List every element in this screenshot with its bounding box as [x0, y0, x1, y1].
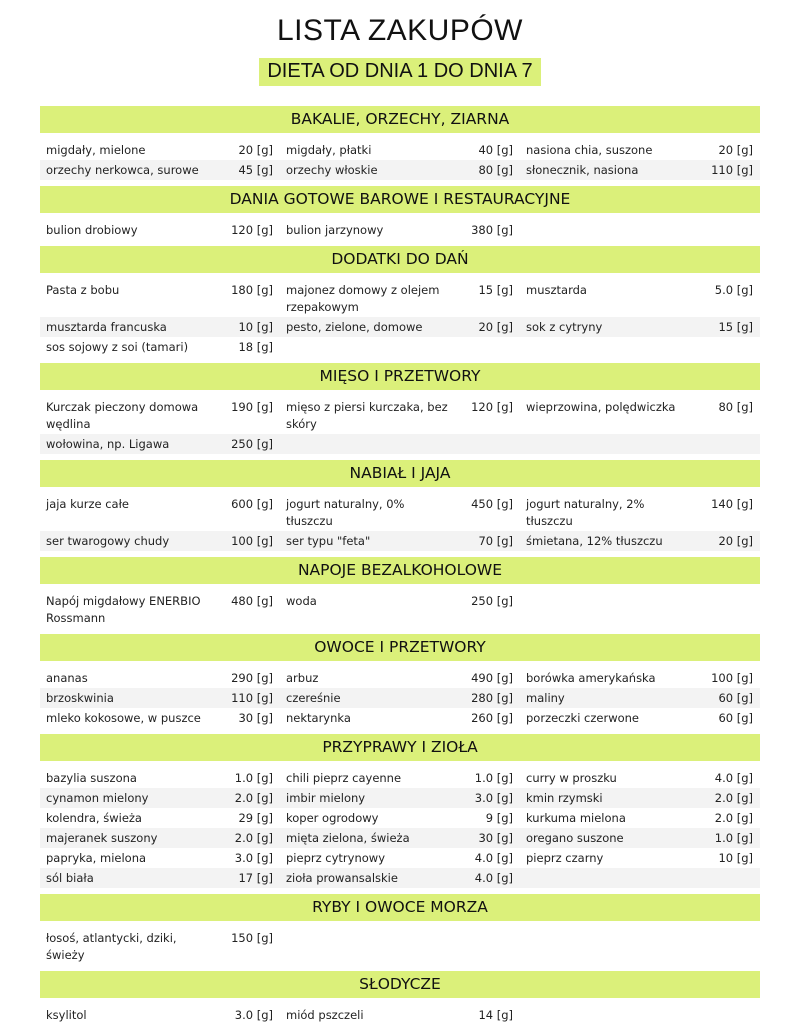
list-item [40, 850, 280, 867]
item-name: łosoś, atlantycki, dziki, świeży [46, 931, 177, 962]
item-quantity: 3.0 [g] [474, 791, 513, 805]
item-name: majonez domowy z olejem rzepakowym [286, 283, 440, 314]
item-quantity: 250 [g] [231, 437, 273, 451]
item-quantity: 120 [g] [231, 223, 273, 237]
item-quantity: 190 [g] [231, 400, 273, 414]
item-name: mięta zielona, świeża [286, 831, 410, 845]
item-quantity: 9 [g] [485, 811, 513, 825]
list-item [520, 533, 760, 550]
table-row [40, 808, 760, 828]
item-name: migdały, płatki [286, 143, 372, 157]
list-item [40, 870, 280, 887]
item-name: nasiona chia, suszone [526, 143, 653, 157]
list-item [280, 496, 520, 530]
item-quantity: 18 [g] [238, 340, 273, 354]
section-header: NABIAŁ I JAJA [40, 460, 760, 487]
item-name: sól biała [46, 871, 94, 885]
section-items [40, 140, 760, 180]
section-header: DODATKI DO DAŃ [40, 246, 760, 273]
item-name: borówka amerykańska [526, 671, 656, 685]
item-quantity: 20 [g] [718, 143, 753, 157]
section-header: MIĘSO I PRZETWORY [40, 363, 760, 390]
list-item [280, 1007, 520, 1024]
table-row [40, 768, 760, 788]
table-row [40, 828, 760, 848]
item-name: musztarda francuska [46, 320, 167, 334]
item-name: miód pszczeli [286, 1008, 364, 1022]
table-row [40, 531, 760, 551]
item-quantity: 40 [g] [478, 143, 513, 157]
list-item [280, 670, 520, 687]
item-quantity: 450 [g] [471, 497, 513, 511]
table-row [40, 668, 760, 688]
item-name: bazylia suszona [46, 771, 137, 785]
list-item [40, 1007, 280, 1024]
item-quantity: 80 [g] [478, 163, 513, 177]
item-quantity: 4.0 [g] [714, 771, 753, 785]
item-quantity: 10 [g] [718, 851, 753, 865]
item-name: ananas [46, 671, 88, 685]
item-name: orzechy włoskie [286, 163, 378, 177]
item-quantity: 20 [g] [238, 143, 273, 157]
list-item [520, 319, 760, 336]
table-row [40, 688, 760, 708]
item-name: pesto, zielone, domowe [286, 320, 423, 334]
list-item [520, 222, 760, 239]
table-row [40, 160, 760, 180]
item-name: bulion drobiowy [46, 223, 138, 237]
item-quantity: 29 [g] [238, 811, 273, 825]
item-name [520, 930, 694, 964]
item-name: sos sojowy z soi (tamari) [46, 340, 189, 354]
item-name [280, 930, 454, 964]
list-item [520, 810, 760, 827]
table-row [40, 434, 760, 454]
section-items [40, 591, 760, 628]
item-name: sok z cytryny [526, 320, 603, 334]
item-name: oregano suszone [526, 831, 624, 845]
item-quantity: 100 [g] [711, 671, 753, 685]
item-quantity [694, 593, 760, 627]
item-name: imbir mielony [286, 791, 366, 805]
item-name: wieprzowina, polędwiczka [526, 400, 676, 414]
list-item [40, 710, 280, 727]
list-item [40, 436, 280, 453]
item-name [520, 593, 694, 627]
list-item [40, 319, 280, 336]
list-item [280, 830, 520, 847]
item-name [520, 222, 694, 239]
section-header: BAKALIE, ORZECHY, ZIARNA [40, 106, 760, 133]
list-item [520, 496, 760, 530]
item-quantity: 260 [g] [471, 711, 513, 725]
item-name: maliny [526, 691, 565, 705]
item-name: zioła prowansalskie [286, 871, 398, 885]
item-name: śmietana, 12% tłuszczu [526, 534, 663, 548]
item-quantity: 30 [g] [238, 711, 273, 725]
table-row [40, 848, 760, 868]
item-name: woda [286, 594, 317, 608]
list-item [280, 436, 520, 453]
item-name: mięso z piersi kurczaka, bez skóry [286, 400, 448, 431]
list-item [520, 690, 760, 707]
table-row [40, 280, 760, 317]
item-name [520, 1007, 694, 1024]
item-name: papryka, mielona [46, 851, 147, 865]
item-quantity [694, 339, 760, 356]
item-name: majeranek suszony [46, 831, 158, 845]
item-quantity: 2.0 [g] [714, 791, 753, 805]
item-name: jogurt naturalny, 0% tłuszczu [286, 497, 405, 528]
item-name: kolendra, świeża [46, 811, 142, 825]
list-item [280, 593, 520, 627]
item-quantity: 1.0 [g] [714, 831, 753, 845]
item-quantity: 2.0 [g] [714, 811, 753, 825]
list-item [40, 496, 280, 530]
item-name: czereśnie [286, 691, 341, 705]
list-item [520, 339, 760, 356]
list-item [280, 162, 520, 179]
item-name: mleko kokosowe, w puszce [46, 711, 201, 725]
item-quantity: 290 [g] [231, 671, 273, 685]
item-name: kmin rzymski [526, 791, 603, 805]
list-item [520, 710, 760, 727]
section-header: NAPOJE BEZALKOHOLOWE [40, 557, 760, 584]
item-quantity: 380 [g] [471, 223, 513, 237]
list-item [280, 870, 520, 887]
list-item [280, 690, 520, 707]
item-quantity [694, 870, 760, 887]
table-row [40, 317, 760, 337]
item-name: arbuz [286, 671, 319, 685]
item-name: pieprz czarny [526, 851, 604, 865]
item-name: wołowina, np. Ligawa [46, 437, 170, 451]
list-item [520, 593, 760, 627]
item-name: ser twarogowy chudy [46, 534, 170, 548]
list-item [280, 319, 520, 336]
item-quantity: 15 [g] [478, 283, 513, 297]
list-item [40, 399, 280, 433]
item-quantity: 490 [g] [471, 671, 513, 685]
list-item [40, 810, 280, 827]
item-quantity: 10 [g] [238, 320, 273, 334]
item-name [520, 436, 694, 453]
item-name: koper ogrodowy [286, 811, 379, 825]
item-name: jogurt naturalny, 2% tłuszczu [526, 497, 645, 528]
list-item [520, 399, 760, 433]
item-quantity [694, 930, 760, 964]
item-quantity: 2.0 [g] [234, 831, 273, 845]
list-item [520, 850, 760, 867]
item-name: bulion jarzynowy [286, 223, 384, 237]
section-items [40, 928, 760, 965]
list-item [520, 790, 760, 807]
list-item [280, 790, 520, 807]
list-item [280, 533, 520, 550]
item-name: ksylitol [46, 1008, 87, 1022]
item-name: musztarda [526, 283, 587, 297]
item-name: nektarynka [286, 711, 351, 725]
item-quantity: 17 [g] [238, 871, 273, 885]
table-row [40, 591, 760, 628]
item-quantity: 2.0 [g] [234, 791, 273, 805]
item-name: kurkuma mielona [526, 811, 626, 825]
list-item [40, 790, 280, 807]
section-header: RYBY I OWOCE MORZA [40, 894, 760, 921]
item-name: ser typu "feta" [286, 534, 371, 548]
page-subtitle: DIETA OD DNIA 1 DO DNIA 7 [259, 58, 540, 86]
section-items [40, 1005, 760, 1025]
table-row [40, 220, 760, 240]
table-row [40, 788, 760, 808]
list-item [280, 339, 520, 356]
item-quantity: 45 [g] [238, 163, 273, 177]
item-quantity: 600 [g] [231, 497, 273, 511]
item-name: chili pieprz cayenne [286, 771, 402, 785]
item-quantity: 14 [g] [478, 1008, 513, 1022]
item-name: curry w proszku [526, 771, 617, 785]
section-items [40, 220, 760, 240]
item-quantity: 4.0 [g] [474, 871, 513, 885]
item-quantity: 3.0 [g] [234, 1008, 273, 1022]
item-name: słonecznik, nasiona [526, 163, 639, 177]
list-item [40, 162, 280, 179]
section-items [40, 768, 760, 888]
list-item [280, 399, 520, 433]
list-item [520, 870, 760, 887]
list-item [40, 533, 280, 550]
list-item [280, 282, 520, 316]
item-name: cynamon mielony [46, 791, 149, 805]
list-item [280, 222, 520, 239]
section-header: DANIA GOTOWE BAROWE I RESTAURACYJNE [40, 186, 760, 213]
list-item [520, 830, 760, 847]
item-quantity: 480 [g] [231, 594, 273, 608]
list-item [40, 282, 280, 316]
list-item [280, 810, 520, 827]
item-quantity: 110 [g] [231, 691, 273, 705]
list-item [40, 593, 280, 627]
table-row [40, 708, 760, 728]
list-item [520, 1007, 760, 1024]
item-quantity: 3.0 [g] [234, 851, 273, 865]
section-items [40, 280, 760, 357]
table-row [40, 868, 760, 888]
list-item [520, 770, 760, 787]
item-name: jaja kurze całe [46, 497, 129, 511]
item-name: pieprz cytrynowy [286, 851, 385, 865]
list-item [280, 142, 520, 159]
list-item [40, 690, 280, 707]
list-item [280, 930, 520, 964]
item-quantity: 100 [g] [231, 534, 273, 548]
item-name [280, 339, 454, 356]
item-quantity [694, 1007, 760, 1024]
item-quantity: 20 [g] [718, 534, 753, 548]
list-item [40, 670, 280, 687]
list-item [40, 930, 280, 964]
item-quantity: 120 [g] [471, 400, 513, 414]
list-item [280, 770, 520, 787]
item-quantity [454, 339, 520, 356]
table-row [40, 337, 760, 357]
list-item [520, 142, 760, 159]
item-quantity: 60 [g] [718, 711, 753, 725]
table-row [40, 928, 760, 965]
table-row [40, 494, 760, 531]
list-item [520, 282, 760, 316]
item-quantity: 110 [g] [711, 163, 753, 177]
section-header: SŁODYCZE [40, 971, 760, 998]
list-item [40, 339, 280, 356]
list-item [520, 162, 760, 179]
list-item [40, 770, 280, 787]
shopping-list [40, 106, 760, 1025]
item-quantity: 150 [g] [231, 931, 273, 945]
section-items [40, 668, 760, 728]
table-row [40, 140, 760, 160]
list-item [520, 436, 760, 453]
item-quantity: 20 [g] [478, 320, 513, 334]
item-name [520, 870, 694, 887]
item-quantity: 1.0 [g] [474, 771, 513, 785]
table-row [40, 1005, 760, 1025]
item-name [280, 436, 454, 453]
item-name: Napój migdałowy ENERBIO Rossmann [46, 594, 201, 625]
item-quantity: 4.0 [g] [474, 851, 513, 865]
item-quantity: 15 [g] [718, 320, 753, 334]
item-name: Pasta z bobu [46, 283, 120, 297]
section-header: OWOCE I PRZETWORY [40, 634, 760, 661]
list-item [280, 850, 520, 867]
item-quantity: 80 [g] [718, 400, 753, 414]
item-name: migdały, mielone [46, 143, 146, 157]
item-name: orzechy nerkowca, surowe [46, 163, 199, 177]
item-quantity: 250 [g] [471, 594, 513, 608]
item-quantity [454, 930, 520, 964]
item-name: Kurczak pieczony domowa wędlina [46, 400, 199, 431]
item-name [520, 339, 694, 356]
section-header: PRZYPRAWY I ZIOŁA [40, 734, 760, 761]
list-item [520, 930, 760, 964]
section-items [40, 494, 760, 551]
list-item [280, 710, 520, 727]
item-quantity: 70 [g] [478, 534, 513, 548]
subtitle-container [0, 58, 800, 86]
list-item [520, 670, 760, 687]
item-name: brzoskwinia [46, 691, 114, 705]
page-title: LISTA ZAKUPÓW [277, 14, 523, 47]
item-quantity: 5.0 [g] [714, 283, 753, 297]
item-quantity: 30 [g] [478, 831, 513, 845]
section-items [40, 397, 760, 454]
item-quantity [694, 222, 760, 239]
item-quantity [694, 436, 760, 453]
list-item [40, 222, 280, 239]
item-quantity: 180 [g] [231, 283, 273, 297]
item-name: porzeczki czerwone [526, 711, 640, 725]
list-item [40, 830, 280, 847]
item-quantity: 140 [g] [711, 497, 753, 511]
item-quantity: 60 [g] [718, 691, 753, 705]
list-item [40, 142, 280, 159]
item-quantity: 1.0 [g] [234, 771, 273, 785]
table-row [40, 397, 760, 434]
item-quantity [454, 436, 520, 453]
item-quantity: 280 [g] [471, 691, 513, 705]
